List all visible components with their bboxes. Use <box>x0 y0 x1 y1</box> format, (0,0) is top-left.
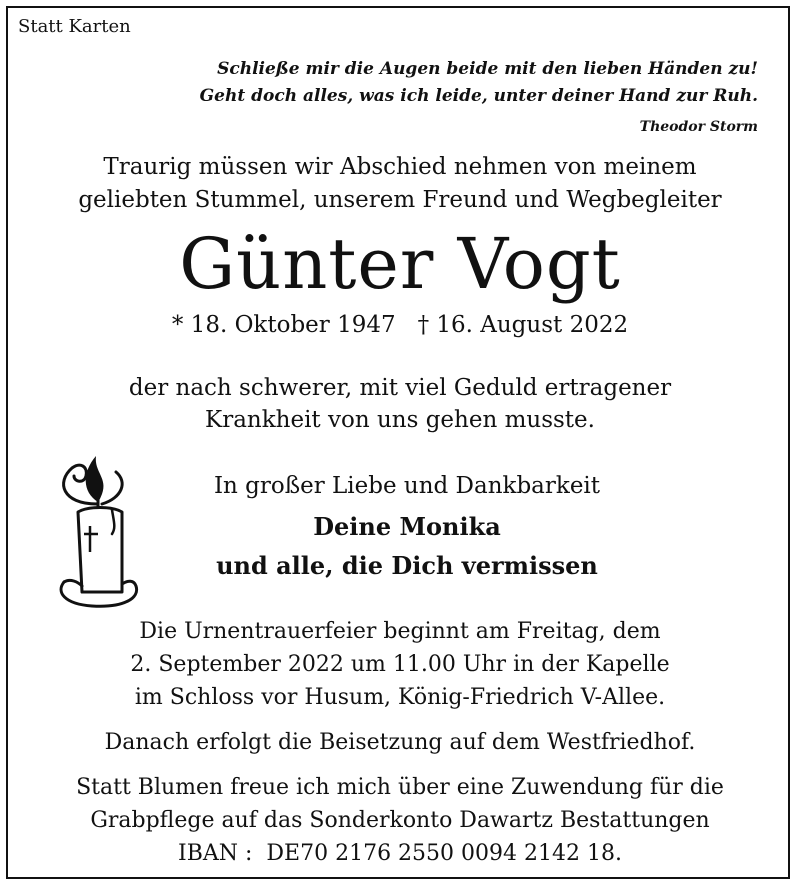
deceased-name: Günter Vogt <box>179 223 621 305</box>
intro-line-1: Traurig müssen wir Abschied nehmen von meinem <box>103 154 697 180</box>
funeral-line-2: 2. September 2022 um 11.00 Uhr in der Kapelle <box>130 652 670 677</box>
life-dates: * 18. Oktober 1947 † 16. August 2022 <box>171 312 629 338</box>
poem-line-1: Schließe mir die Augen beide mit den lieben Händen zu! <box>217 59 758 79</box>
burial-info: Danach erfolgt die Beisetzung auf dem Westfriedhof. <box>104 730 696 755</box>
header-label: Statt Karten <box>18 16 131 37</box>
signature-line-3: und alle, die Dich vermissen <box>216 551 598 580</box>
candle-icon <box>42 442 150 614</box>
donation-line-1: Statt Blumen freue ich mich über eine Zuwendung für die <box>76 775 724 800</box>
signature-line-1: In großer Liebe und Dankbarkeit <box>213 473 601 499</box>
illness-line-2: Krankheit von uns gehen musste. <box>205 407 595 433</box>
signature-line-2: Deine Monika <box>313 512 501 541</box>
donation-iban: IBAN : DE70 2176 2550 0094 2142 18. <box>178 841 622 866</box>
funeral-line-1: Die Urnentrauerfeier beginnt am Freitag, dem <box>139 619 661 644</box>
poem-line-2: Geht doch alles, was ich leide, unter deiner Hand zur Ruh. <box>199 86 758 106</box>
funeral-line-3: im Schloss vor Husum, König-Friedrich V-Allee. <box>134 685 666 710</box>
poem-author: Theodor Storm <box>639 119 758 135</box>
illness-line-1: der nach schwerer, mit viel Geduld ertragener <box>128 375 672 401</box>
intro-line-2: geliebten Stummel, unserem Freund und Wegbegleiter <box>78 187 722 213</box>
donation-line-2: Grabpflege auf das Sonderkonto Dawartz Bestattungen <box>90 808 710 833</box>
